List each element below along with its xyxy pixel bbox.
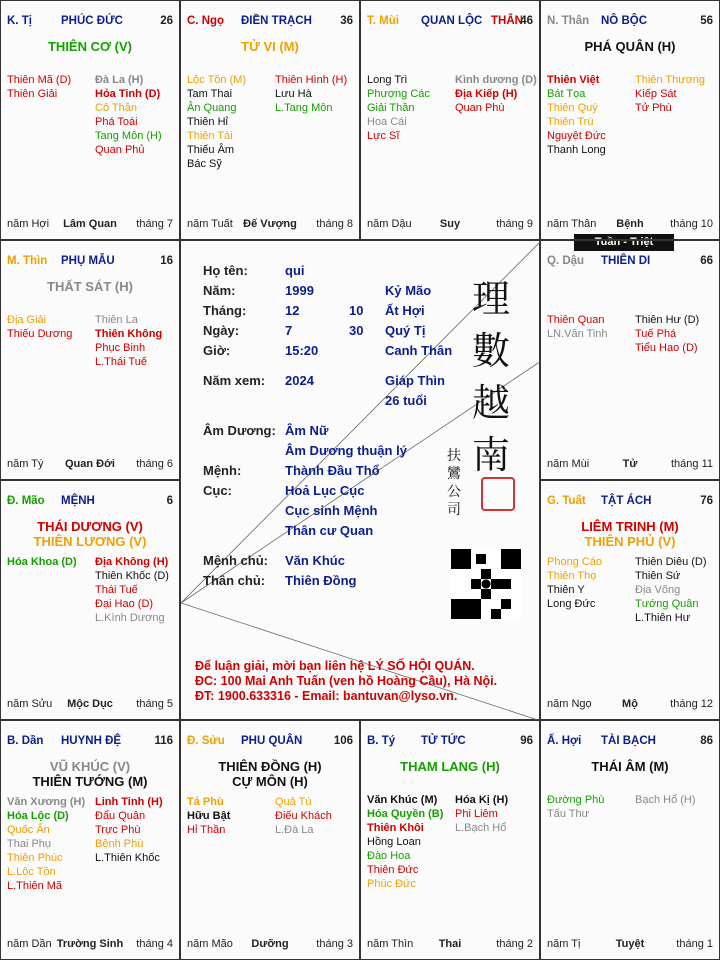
minor-star: Thiên Y xyxy=(547,584,585,596)
main-star: LIÊM TRINH (M) xyxy=(581,519,679,534)
main-star: THIÊN LƯƠNG (V) xyxy=(33,534,147,549)
minor-star: L.Thiên Mã xyxy=(7,880,63,892)
calligraphy-small: 扶鸞公司 xyxy=(447,448,461,518)
minor-star: Kiếp Sát xyxy=(635,88,677,100)
value-gio: 15:20 xyxy=(285,343,319,358)
minor-stars-right xyxy=(455,73,537,115)
minor-star: Địa Kiếp (H) xyxy=(455,88,518,100)
minor-star: Đại Hao (D) xyxy=(95,598,154,610)
palace-header xyxy=(547,735,713,749)
palace-number: 66 xyxy=(700,255,713,267)
palace-month: tháng 11 xyxy=(670,458,713,470)
palace-stage: Đế Vượng xyxy=(243,218,297,230)
minor-star: Tuế Phá xyxy=(635,328,677,340)
minor-star: Hóa Quyền (B) xyxy=(367,808,444,820)
minor-star: Văn Khúc (M) xyxy=(367,794,438,806)
label-ngay: Ngày: xyxy=(203,323,240,338)
palace-branch: Q. Dậu xyxy=(547,255,585,267)
palace-thin xyxy=(0,240,180,480)
palace-name: THIÊN DI xyxy=(601,255,651,267)
palace-footer xyxy=(367,218,533,232)
minor-stars-right xyxy=(95,73,162,157)
minor-star: Hoa Cái xyxy=(367,116,407,128)
main-star: THIÊN ĐỒNG (H) xyxy=(218,759,322,774)
palace-header xyxy=(547,15,713,29)
palace-footer xyxy=(547,938,713,952)
palace-header xyxy=(187,735,353,749)
minor-star: Đào Hoa xyxy=(367,850,411,862)
palace-hoi xyxy=(540,720,720,960)
main-stars xyxy=(1,39,179,54)
minor-stars-right xyxy=(95,555,169,625)
minor-star: Tả Phù xyxy=(187,796,224,808)
minor-star: Thiên Đức xyxy=(367,864,419,876)
palace-header xyxy=(7,495,173,509)
minor-stars-right xyxy=(455,793,508,835)
minor-stars-left xyxy=(367,793,443,891)
palace-than xyxy=(540,0,720,240)
minor-stars-left xyxy=(367,73,430,143)
palace-branch: N. Thân xyxy=(547,15,590,27)
palace-branch: C. Ngọ xyxy=(187,15,225,27)
value-nam-can: Kỷ Mão xyxy=(385,283,432,298)
value-ngay: 7 xyxy=(285,323,293,338)
palace-footer xyxy=(547,458,713,472)
minor-star: Kình dương (D) xyxy=(455,74,537,86)
palace-month: tháng 1 xyxy=(676,938,713,950)
minor-star: Lộc Tồn (M) xyxy=(187,74,247,86)
minor-star: L.Lộc Tồn xyxy=(7,866,56,878)
minor-star: Thiên Giải xyxy=(7,88,58,100)
minor-star: Thiếu Âm xyxy=(187,144,235,156)
palace-name: TẬT ÁCH xyxy=(601,495,652,507)
palace-name: MỆNH xyxy=(61,495,95,507)
minor-stars-left xyxy=(187,795,230,837)
value-ngay-can: Quý Tị xyxy=(385,323,426,338)
value-cuc-3: Thân cư Quan xyxy=(285,523,374,538)
palace-header xyxy=(367,735,533,749)
value-menh: Thành Đầu Thổ xyxy=(285,463,380,478)
red-seal-stamp xyxy=(481,477,515,511)
main-star: TỬ VI (M) xyxy=(241,39,299,54)
main-star: CỰ MÔN (H) xyxy=(232,774,308,789)
minor-star: Thiên Hỉ xyxy=(187,116,228,128)
palace-header xyxy=(547,495,713,509)
main-stars xyxy=(1,519,179,549)
palace-year: năm Tý xyxy=(7,458,44,470)
minor-star: Đà La (H) xyxy=(95,74,144,86)
minor-star: Bệnh Phù xyxy=(95,838,144,850)
calligraphy-logo: 理數越南 xyxy=(471,277,510,477)
palace-month: tháng 3 xyxy=(316,938,353,950)
main-star: THÁI DƯƠNG (V) xyxy=(37,519,143,534)
palace-year: năm Hợi xyxy=(7,218,50,230)
minor-star: Hóa Lộc (D) xyxy=(7,810,69,822)
label-menh: Mệnh: xyxy=(203,463,242,478)
minor-star: Thiên Khôi xyxy=(367,822,424,834)
main-star: THIÊN TƯỚNG (M) xyxy=(32,774,148,789)
palace-tuat xyxy=(540,480,720,720)
minor-star: Văn Xương (H) xyxy=(7,796,86,808)
palace-year: năm Dậu xyxy=(367,218,412,230)
label-am-duong: Âm Dương: xyxy=(203,423,276,438)
palace-branch: Đ. Mão xyxy=(7,495,45,507)
minor-star: Lực Sĩ xyxy=(367,130,400,142)
minor-stars-right xyxy=(95,313,162,369)
palace-number: 86 xyxy=(700,735,713,747)
palace-footer xyxy=(187,218,353,232)
palace-number: 106 xyxy=(333,735,353,747)
value-nam-xem: 2024 xyxy=(285,373,314,388)
minor-star: Ân Quang xyxy=(187,102,237,114)
minor-star: Tam Thai xyxy=(187,88,233,100)
value-gio-can: Canh Thân xyxy=(385,343,453,358)
palace-name: NÔ BỘC xyxy=(601,15,647,27)
tuan-triet-label: Tuần - Triệt xyxy=(574,234,674,251)
palace-branch: M. Thìn xyxy=(7,255,48,267)
value-am-duong-2: Âm Dương thuận lý xyxy=(285,443,407,458)
palace-stage: Mộ xyxy=(622,698,638,710)
palace-number: 6 xyxy=(166,495,173,507)
palace-footer xyxy=(7,458,173,472)
minor-stars-right xyxy=(635,793,696,807)
palace-header xyxy=(547,255,713,269)
minor-star: LN.Văn Tinh xyxy=(547,328,608,340)
minor-star: Bạch Hổ (H) xyxy=(635,794,696,806)
palace-month: tháng 9 xyxy=(496,218,533,230)
palace-branch: B. Dần xyxy=(7,735,44,747)
label-menh-chu: Mệnh chủ: xyxy=(203,553,268,568)
minor-star: Quốc Ấn xyxy=(7,824,50,836)
minor-star: Phá Toái xyxy=(95,116,138,128)
palace-year: năm Ngọ xyxy=(547,698,592,710)
palace-header xyxy=(187,15,353,29)
palace-branch: K. Tị xyxy=(7,15,32,27)
minor-stars-left xyxy=(7,73,71,101)
minor-star: Hóa Kị (H) xyxy=(455,794,509,806)
main-star: THAM LANG (H) xyxy=(400,759,500,774)
minor-star: L.Tang Môn xyxy=(275,102,333,114)
minor-star: L.Kình Dương xyxy=(95,612,165,624)
label-nam: Năm: xyxy=(203,283,236,298)
minor-star: Bát Tọa xyxy=(547,88,586,100)
minor-star: Thiên Hình (H) xyxy=(275,74,348,86)
minor-stars-left xyxy=(7,795,85,893)
minor-stars-left xyxy=(547,555,602,611)
minor-star: Tấu Thư xyxy=(547,808,590,820)
minor-star: Nguyệt Đức xyxy=(547,130,606,142)
palace-stage: Lâm Quan xyxy=(63,218,117,230)
palace-year: năm Thân xyxy=(547,218,597,230)
palace-number: 76 xyxy=(700,495,713,507)
value-thang-can: Ất Hợi xyxy=(385,303,425,318)
palace-mui xyxy=(360,0,540,240)
minor-star: Thiên Diêu (D) xyxy=(635,556,707,568)
palace-number: 36 xyxy=(340,15,353,27)
minor-star: Long Đức xyxy=(547,598,596,610)
palace-year: năm Mão xyxy=(187,938,233,950)
palace-month: tháng 6 xyxy=(136,458,173,470)
palace-month: tháng 8 xyxy=(316,218,353,230)
minor-stars-left xyxy=(7,555,77,569)
minor-star: Thai Phụ xyxy=(7,838,52,850)
label-nam-xem: Năm xem: xyxy=(203,373,266,388)
palace-branch: Đ. Sửu xyxy=(187,735,225,747)
minor-stars-right xyxy=(635,73,705,115)
minor-star: L.Đà La xyxy=(275,824,314,836)
minor-stars-left xyxy=(187,73,246,171)
minor-star: Tang Môn (H) xyxy=(95,130,162,142)
palace-name: PHÚC ĐỨC xyxy=(61,15,123,27)
palace-number: 26 xyxy=(160,15,173,27)
minor-star: L.Thái Tuế xyxy=(95,356,147,368)
minor-stars-right xyxy=(275,73,347,115)
palace-number: 96 xyxy=(520,735,533,747)
main-stars xyxy=(541,519,719,549)
palace-month: tháng 10 xyxy=(670,218,713,230)
palace-header xyxy=(7,255,173,269)
main-stars xyxy=(541,759,719,774)
palace-month: tháng 5 xyxy=(136,698,173,710)
contact-ad xyxy=(195,659,497,704)
minor-star: Thiên Không xyxy=(95,328,163,340)
palace-month: tháng 7 xyxy=(136,218,173,230)
minor-star: Cô Thần xyxy=(95,102,137,114)
minor-star: Thiên Phúc xyxy=(7,852,63,864)
value-cuc-2: Cục sinh Mệnh xyxy=(285,503,378,518)
minor-stars-right xyxy=(635,313,699,355)
minor-star: Địa Không (H) xyxy=(95,556,169,568)
palace-footer xyxy=(7,698,173,712)
value-cuc: Hoả Lục Cục xyxy=(285,483,365,498)
minor-star: Phượng Các xyxy=(367,88,430,100)
main-star: PHÁ QUÂN (H) xyxy=(584,39,676,54)
palace-dau xyxy=(540,240,720,480)
minor-stars-left xyxy=(547,73,606,157)
minor-star: Long Trì xyxy=(367,74,408,86)
minor-star: Tử Phù xyxy=(635,102,672,114)
palace-stage: Tử xyxy=(622,458,638,470)
label-ho-ten: Họ tên: xyxy=(203,263,248,278)
main-stars xyxy=(181,39,359,54)
palace-month: tháng 2 xyxy=(496,938,533,950)
palace-name: PHỤ MẪU xyxy=(61,255,115,267)
palace-suu xyxy=(180,720,360,960)
minor-star: L.Thiên Hư xyxy=(635,612,691,624)
main-stars xyxy=(181,759,359,789)
minor-stars-right xyxy=(275,795,332,837)
palace-footer xyxy=(7,218,173,232)
minor-star: Phi Liêm xyxy=(455,808,498,820)
palace-dan xyxy=(0,720,180,960)
palace-footer xyxy=(187,938,353,952)
main-star: VŨ KHÚC (V) xyxy=(49,759,131,774)
minor-star: Giải Thần xyxy=(367,102,415,114)
value-ngay-am: 30 xyxy=(349,323,364,338)
palace-name: ĐIỀN TRẠCH xyxy=(241,15,312,27)
palace-than-marker: THÂN xyxy=(491,15,523,27)
palace-number: 46 xyxy=(520,15,533,27)
main-star: THẤT SÁT (H) xyxy=(47,279,133,294)
minor-star: Quả Tú xyxy=(275,796,312,808)
palace-mao xyxy=(0,480,180,720)
value-tuoi: 26 tuổi xyxy=(385,393,427,408)
ad-line-1: Để luận giải, mời bạn liên hệ LÝ SỐ HỘI QUÁN. xyxy=(195,659,475,673)
value-thang-am: 10 xyxy=(349,303,364,318)
palace-name: PHU QUÂN xyxy=(241,735,303,747)
minor-stars-left xyxy=(547,793,604,821)
main-star: THIÊN PHỦ (V) xyxy=(584,534,676,549)
palace-stage: Suy xyxy=(439,218,461,230)
qr-code[interactable] xyxy=(451,549,521,619)
minor-star: L.Bạch Hổ xyxy=(455,822,507,834)
minor-star: Tiểu Hao (D) xyxy=(635,342,698,354)
palace-header xyxy=(7,735,173,749)
palace-name: TỬ TỨC xyxy=(421,735,466,747)
palace-branch: B. Tý xyxy=(367,735,396,747)
minor-star: Thiên Trù xyxy=(547,116,594,128)
minor-stars-right xyxy=(95,795,163,865)
minor-star: Đẩu Quân xyxy=(95,810,146,822)
minor-star: Quan Phủ xyxy=(95,144,145,156)
minor-star: Linh Tinh (H) xyxy=(95,796,163,808)
palace-number: 16 xyxy=(160,255,173,267)
minor-star: L.Thiên Khốc xyxy=(95,852,160,864)
palace-ti xyxy=(0,0,180,240)
minor-star: Thanh Long xyxy=(547,144,606,156)
value-ho-ten: qui xyxy=(285,263,305,278)
main-star: THIÊN CƠ (V) xyxy=(47,39,133,54)
palace-number: 116 xyxy=(154,735,173,747)
label-than-chu: Thân chủ: xyxy=(203,573,266,588)
minor-star: Thiên Quan xyxy=(547,314,605,326)
palace-stage: Trường Sinh xyxy=(56,938,124,950)
palace-stage: Tuyệt xyxy=(615,938,645,950)
minor-star: Thiên Thọ xyxy=(547,570,597,582)
minor-star: Thiếu Dương xyxy=(7,328,73,340)
value-nam-xem-can: Giáp Thìn xyxy=(385,373,445,388)
palace-number: 56 xyxy=(700,15,713,27)
minor-star: Phúc Đức xyxy=(367,878,416,890)
palace-year: năm Dần xyxy=(7,938,52,950)
minor-star: Quan Phù xyxy=(455,102,505,114)
minor-star: Hóa Khoa (D) xyxy=(7,556,77,568)
value-menh-chu: Văn Khúc xyxy=(285,553,345,568)
palace-footer xyxy=(367,938,533,952)
minor-star: Hỏa Tinh (D) xyxy=(95,88,161,100)
minor-star: Thiên La xyxy=(95,314,138,326)
palace-ty xyxy=(360,720,540,960)
minor-star: Tướng Quân xyxy=(635,598,699,610)
minor-star: Thiên Tài xyxy=(187,130,233,142)
minor-star: Thiên Khốc (D) xyxy=(95,570,169,582)
main-stars xyxy=(541,39,719,54)
minor-star: Phục Binh xyxy=(95,342,146,354)
label-thang: Tháng: xyxy=(203,303,247,318)
palace-name: TÀI BẠCH xyxy=(601,735,656,747)
minor-star: Thái Tuế xyxy=(95,584,138,596)
minor-star: Bác Sỹ xyxy=(187,158,222,170)
value-am-duong: Âm Nữ xyxy=(285,423,329,438)
label-cuc: Cục: xyxy=(203,483,232,498)
minor-star: Thiên Sứ xyxy=(635,570,681,582)
minor-star: Điếu Khách xyxy=(275,810,332,822)
value-nam: 1999 xyxy=(285,283,314,298)
minor-stars-right xyxy=(635,555,707,625)
minor-star: Địa Võng xyxy=(635,584,681,596)
value-thang: 12 xyxy=(285,303,300,318)
center-info-panel xyxy=(180,240,540,720)
palace-month: tháng 12 xyxy=(670,698,713,710)
palace-year: năm Tị xyxy=(547,938,581,950)
minor-star: Thiên Việt xyxy=(547,74,600,86)
minor-stars-left xyxy=(547,313,608,341)
palace-header xyxy=(367,15,533,29)
minor-star: Hữu Bật xyxy=(187,810,231,822)
palace-stage: Bệnh xyxy=(616,218,644,230)
minor-star: Địa Giải xyxy=(7,314,47,326)
palace-month: tháng 4 xyxy=(136,938,173,950)
palace-year: năm Sửu xyxy=(7,698,53,710)
minor-star: Phong Cáo xyxy=(547,556,603,568)
main-star: THÁI ÂM (M) xyxy=(591,759,669,774)
palace-name: QUAN LỘC xyxy=(421,15,483,27)
label-gio: Giờ: xyxy=(203,343,231,358)
ad-line-3[interactable]: ĐT: 1900.633316 - Email: bantuvan@lyso.vn. xyxy=(195,689,458,703)
minor-star: Thiên Quý xyxy=(547,102,598,114)
palace-branch: Ấ. Hợi xyxy=(547,735,582,747)
palace-branch: G. Tuất xyxy=(547,495,586,507)
palace-stage: Quan Đới xyxy=(65,458,115,470)
palace-year: năm Mùi xyxy=(547,458,590,470)
palace-name: HUYNH ĐỆ xyxy=(61,735,122,747)
palace-year: năm Tuất xyxy=(187,218,233,230)
value-than-chu: Thiên Đồng xyxy=(285,573,357,588)
minor-star: Thiên Thương xyxy=(635,74,706,86)
palace-stage: Thai xyxy=(438,938,462,950)
palace-header xyxy=(7,15,173,29)
minor-star: Trực Phù xyxy=(95,824,141,836)
main-stars xyxy=(361,759,539,774)
main-stars xyxy=(1,759,179,789)
palace-footer xyxy=(7,938,173,952)
palace-branch: T. Mùi xyxy=(367,15,399,27)
minor-star: Đường Phù xyxy=(547,794,605,806)
minor-star: Thiên Mã (D) xyxy=(7,74,72,86)
palace-year: năm Thìn xyxy=(367,938,414,950)
main-stars xyxy=(1,279,179,294)
ad-line-2: ĐC: 100 Mai Anh Tuấn (ven hồ Hoàng Cầu), Hà Nội. xyxy=(195,674,498,688)
minor-star: Hỉ Thần xyxy=(187,824,226,836)
minor-star: Lưu Hà xyxy=(275,88,312,100)
palace-footer xyxy=(547,218,713,232)
palace-stage: Mộc Dục xyxy=(67,698,113,710)
palace-footer xyxy=(547,698,713,712)
palace-ngo xyxy=(180,0,360,240)
minor-star: Hồng Loan xyxy=(367,836,421,848)
minor-star: Thiên Hư (D) xyxy=(635,314,700,326)
minor-stars-left xyxy=(7,313,72,341)
palace-stage: Dưỡng xyxy=(251,938,289,950)
